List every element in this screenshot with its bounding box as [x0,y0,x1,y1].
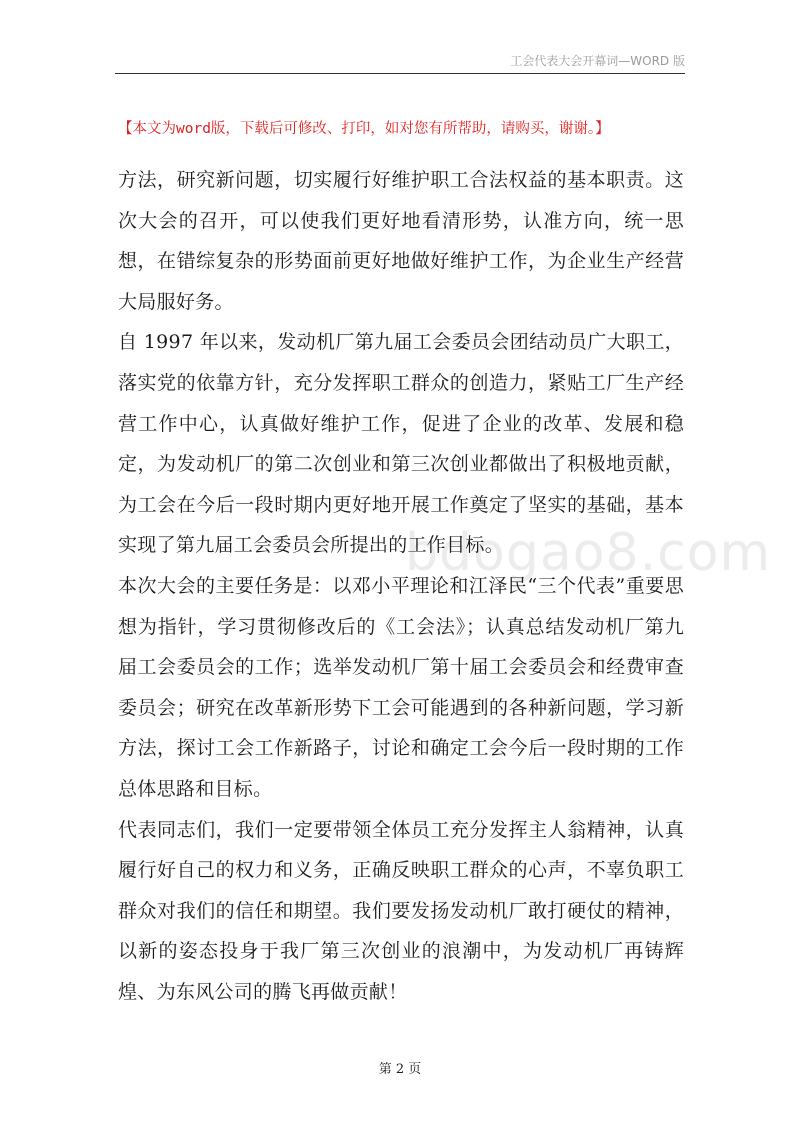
document-body [118,160,684,1012]
paragraph-2: 自 1997 年以来，发动机厂第九届工会委员会团结动员广大职工，落实党的依靠方针，充分发挥职工群众的创造力，紧贴工厂生产经营工作中心，认真做好维护工作，促进了企业的改革、发展和稳定，为发动机厂的第二次创业和第三次创业都做出了积极地贡献，为工会在今后一段时期内更好地开展工作奠定了坚实的基础，基本实现了第九届工会委员会所提出的工作目标。 [118,331,684,557]
paragraph-1: 方法，研究新问题，切实履行好维护职工合法权益的基本职责。这次大会的召开，可以使我们更好地看清形势，认准方向，统一思想，在错综复杂的形势面前更好地做好维护工作，为企业生产经营大局服好务。 [118,169,684,313]
page-number: 第 2 页 [378,1062,422,1077]
running-header: 工会代表大会开幕词—WORD 版 [510,54,685,68]
paragraph-3: 本次大会的主要任务是：以邓小平理论和江泽民“三个代表”重要思想为指针，学习贯彻修改后的《工会法》；认真总结发动机厂第九届工会委员会的工作；选举发动机厂第十届工会委员会和经费审查委员会；研究在改革新形势下工会可能遇到的各种新问题，学习新方法，探讨工会工作新路子，讨论和确定工会今后一段时期的工作总体思路和目标。 [118,574,684,800]
download-notice: 【本文为word版，下载后可修改、打印，如对您有所帮助，请购买，谢谢。】 [118,121,610,137]
site-watermark: bdogao8.com [405,523,772,583]
paragraph-4: 代表同志们，我们一定要带领全体员工充分发挥主人翁精神，认真履行好自己的权力和义务，正确反映职工群众的心声，不辜负职工群众对我们的信任和期望。我们要发扬发动机厂敢打硬仗的精神，以新的姿态投身于我厂第三次创业的浪潮中，为发动机厂再铸辉煌、为东风公司的腾飞再做贡献！ [118,818,684,1003]
header-divider [115,73,685,74]
